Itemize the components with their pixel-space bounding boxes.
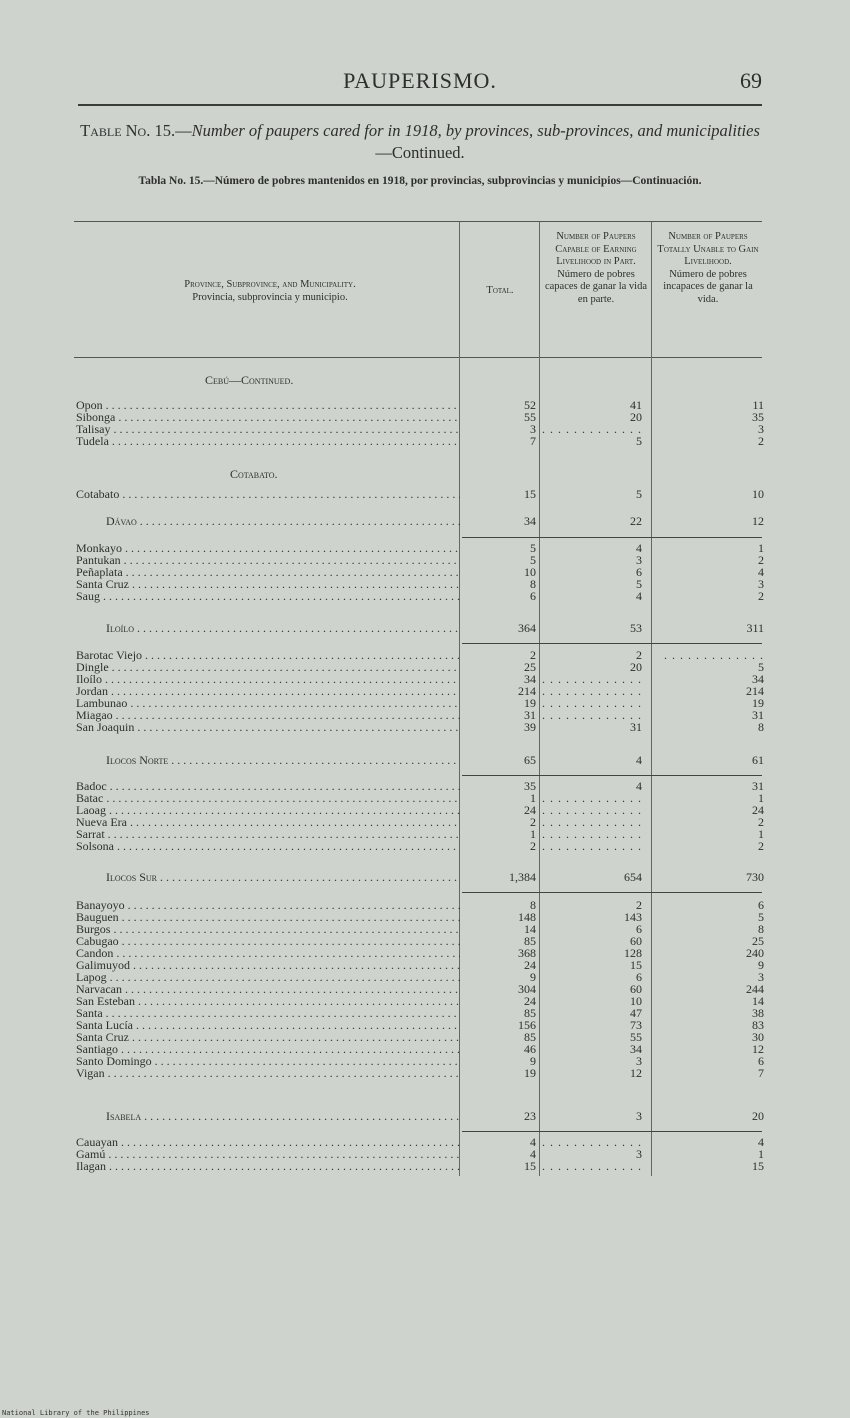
title-italic: Number of paupers cared for in 1918, by provinces, sub-provinces, and municipalities — [191, 121, 760, 140]
col-header-part-es: Número de pobres capaces de ganar la vida en parte. — [544, 268, 648, 305]
row-name: Cauayan . . . — [76, 1136, 460, 1149]
cell-part: 4 — [636, 589, 642, 603]
cell-unable: 2 — [758, 553, 764, 567]
cell-unable: 61 — [752, 753, 764, 767]
cell-part: 31 — [630, 720, 642, 734]
cell-unable: 5 — [758, 910, 764, 924]
cell-unable: 4 — [758, 1135, 764, 1149]
row-name: Lambunao . . . — [76, 697, 460, 710]
cell-part: 3 — [636, 1109, 642, 1123]
footer-credit: National Library of the Philippines — [2, 1409, 150, 1417]
cell-unable: 8 — [758, 720, 764, 734]
cell-part: . . . . . . . . . . . . . — [542, 1135, 642, 1149]
row-name: Talisay . . . — [76, 423, 460, 436]
table-row — [0, 697, 850, 710]
cell-total: 8 — [530, 577, 536, 591]
row-name: Ilocos Sur . . . — [106, 871, 460, 884]
cell-total: 34 — [524, 672, 536, 686]
cell-part: 6 — [636, 970, 642, 984]
page-number: 69 — [740, 68, 762, 93]
cell-total: 8 — [530, 898, 536, 912]
row-name: Santa Cruz . . . — [76, 1031, 460, 1044]
cell-unable: 2 — [758, 839, 764, 853]
table-row — [0, 959, 850, 972]
row-name: San Esteban . . . — [76, 995, 460, 1008]
cell-total: 9 — [530, 970, 536, 984]
row-name: Jordan . . . — [76, 685, 460, 698]
cell-unable: 20 — [752, 1109, 764, 1123]
cell-unable: 3 — [758, 970, 764, 984]
col-header-unable-en: Number of Paupers Totally Unable to Gain Livelihood. — [657, 231, 759, 267]
cell-part: . . . . . . . . . . . . . — [542, 696, 642, 710]
col-header-total: Total. — [486, 285, 514, 296]
table-row — [0, 399, 850, 412]
cell-part: 22 — [630, 514, 642, 528]
cell-unable: 244 — [746, 982, 764, 996]
table-title-english — [78, 120, 762, 164]
cell-unable: 1 — [758, 827, 764, 841]
cell-part: 3 — [636, 553, 642, 567]
row-name: Santa Cruz . . . — [76, 578, 460, 591]
cell-part: 3 — [636, 1054, 642, 1068]
table-title-spanish: Tabla No. 15.—Número de pobres mantenidos en 1918, por provincias, subprovincias y municipios—Continuación. — [138, 175, 702, 187]
cell-part: 5 — [636, 487, 642, 501]
table-row — [0, 983, 850, 996]
table-row — [0, 1043, 850, 1056]
cell-total: 55 — [524, 410, 536, 424]
table-row — [0, 804, 850, 817]
cell-total: 52 — [524, 398, 536, 412]
row-name: Barotac Viejo . . . — [76, 649, 460, 662]
cell-total: 24 — [524, 803, 536, 817]
section-label-cebu: Cebú—Continued. — [205, 373, 294, 387]
cell-unable: 12 — [752, 514, 764, 528]
table-row — [0, 542, 850, 555]
cell-part: 20 — [630, 660, 642, 674]
cell-unable: 240 — [746, 946, 764, 960]
table-row — [0, 411, 850, 424]
table-row — [0, 590, 850, 603]
cell-total: 6 — [530, 589, 536, 603]
section-label-cotabato: Cotabato. — [230, 467, 278, 481]
cell-unable: 1 — [758, 541, 764, 555]
page-header — [78, 68, 762, 100]
cell-unable: 24 — [752, 803, 764, 817]
row-name: Candon . . . — [76, 947, 460, 960]
cell-total: 1 — [530, 827, 536, 841]
row-name: Sibonga . . . — [76, 411, 460, 424]
cell-part: 6 — [636, 922, 642, 936]
cell-part: 4 — [636, 779, 642, 793]
cell-total: 156 — [518, 1018, 536, 1032]
cell-unable: 311 — [746, 621, 764, 635]
cell-part: . . . . . . . . . . . . . — [542, 708, 642, 722]
cell-total: 4 — [530, 1147, 536, 1161]
table-row — [0, 971, 850, 984]
cell-part: 4 — [636, 753, 642, 767]
row-name: Narvacan . . . — [76, 983, 460, 996]
col-header-unable-es: Número de pobres incapaces de ganar la vida. — [663, 268, 753, 305]
cell-part: 73 — [630, 1018, 642, 1032]
cell-total: 3 — [530, 422, 536, 436]
table-row — [0, 1136, 850, 1149]
cell-total: 65 — [524, 753, 536, 767]
col-header-part-en: Number of Paupers Capable of Earning Livelihood in Part. — [555, 231, 637, 267]
col-header-unable — [654, 231, 762, 306]
cell-part: 47 — [630, 1006, 642, 1020]
table-row — [0, 1160, 850, 1173]
cell-unable: 730 — [746, 870, 764, 884]
table-row — [0, 911, 850, 924]
table-header-bottom-rule — [74, 357, 762, 358]
cell-part: . . . . . . . . . . . . . — [542, 684, 642, 698]
running-head: PAUPERISMO. — [343, 68, 497, 93]
cell-unable: 2 — [758, 589, 764, 603]
subtotal-rule — [462, 537, 762, 538]
cell-part: 654 — [624, 870, 642, 884]
table-row — [0, 488, 850, 501]
cell-total: 304 — [518, 982, 536, 996]
cell-part: 4 — [636, 541, 642, 555]
cell-total: 34 — [524, 514, 536, 528]
row-name: Batac . . . — [76, 792, 460, 805]
cell-unable: 1 — [758, 791, 764, 805]
cell-total: 214 — [518, 684, 536, 698]
cell-total: 2 — [530, 815, 536, 829]
cell-unable: 25 — [752, 934, 764, 948]
province-total-row — [0, 515, 850, 528]
cell-part: 2 — [636, 648, 642, 662]
table-row — [0, 423, 850, 436]
table-row — [0, 709, 850, 722]
table-row — [0, 1055, 850, 1068]
col-header-part — [542, 231, 650, 306]
cell-part: . . . . . . . . . . . . . — [542, 815, 642, 829]
table-row — [0, 1007, 850, 1020]
table-row — [0, 1019, 850, 1032]
cell-unable: 1 — [758, 1147, 764, 1161]
table-row — [0, 721, 850, 734]
row-name: Santa . . . — [76, 1007, 460, 1020]
cell-total: 25 — [524, 660, 536, 674]
cell-total: 46 — [524, 1042, 536, 1056]
row-name: Iloílo . . . — [106, 622, 460, 635]
cell-part: 12 — [630, 1066, 642, 1080]
cell-unable: 15 — [752, 1159, 764, 1173]
cell-unable: 19 — [752, 696, 764, 710]
cell-total: 1 — [530, 791, 536, 805]
cell-part: . . . . . . . . . . . . . — [542, 839, 642, 853]
table-row — [0, 935, 850, 948]
cell-total: 10 — [524, 565, 536, 579]
cell-total: 7 — [530, 434, 536, 448]
subtotal-rule — [462, 775, 762, 776]
row-name: Iloílo . . . — [76, 673, 460, 686]
cell-total: 24 — [524, 958, 536, 972]
cell-total: 85 — [524, 1030, 536, 1044]
table-row — [0, 1148, 850, 1161]
subtotal-rule — [462, 892, 762, 893]
cell-part: 20 — [630, 410, 642, 424]
table-row — [0, 566, 850, 579]
row-name: Dingle . . . — [76, 661, 460, 674]
cell-part: . . . . . . . . . . . . . — [542, 827, 642, 841]
cell-part: 15 — [630, 958, 642, 972]
table-row — [0, 792, 850, 805]
cell-unable: 34 — [752, 672, 764, 686]
cell-total: 15 — [524, 487, 536, 501]
cell-unable: 83 — [752, 1018, 764, 1032]
cell-part: 60 — [630, 934, 642, 948]
cell-part: . . . . . . . . . . . . . — [542, 422, 642, 436]
row-name: Saug . . . — [76, 590, 460, 603]
cell-part: 53 — [630, 621, 642, 635]
cell-unable: 38 — [752, 1006, 764, 1020]
row-name: Tudela . . . — [76, 435, 460, 448]
cell-part: 5 — [636, 434, 642, 448]
cell-total: 4 — [530, 1135, 536, 1149]
cell-unable: 35 — [752, 410, 764, 424]
header-rule — [78, 104, 762, 106]
cell-total: 1,384 — [509, 870, 536, 884]
cell-total: 39 — [524, 720, 536, 734]
title-prefix: Table No. 15.— — [80, 121, 192, 140]
cell-part: 2 — [636, 898, 642, 912]
table-row — [0, 578, 850, 591]
cell-unable: 14 — [752, 994, 764, 1008]
table-top-rule — [74, 221, 762, 222]
row-name: Cabugao . . . — [76, 935, 460, 948]
cell-total: 31 — [524, 708, 536, 722]
row-name: Dávao . . . — [106, 515, 460, 528]
row-name: Solsona . . . — [76, 840, 460, 853]
cell-unable: 3 — [758, 422, 764, 436]
cell-total: 19 — [524, 1066, 536, 1080]
row-name: Peñaplata . . . — [76, 566, 460, 579]
cell-part: 55 — [630, 1030, 642, 1044]
cell-unable: 7 — [758, 1066, 764, 1080]
row-name: San Joaquin . . . — [76, 721, 460, 734]
row-name: Santo Domingo . . . — [76, 1055, 460, 1068]
cell-total: 23 — [524, 1109, 536, 1123]
col-header-province-es: Provincia, subprovincia y municipio. — [192, 291, 348, 303]
cell-part: 6 — [636, 565, 642, 579]
cell-part: . . . . . . . . . . . . . — [542, 791, 642, 805]
cell-total: 15 — [524, 1159, 536, 1173]
row-name: Gamú . . . — [76, 1148, 460, 1161]
cell-part: . . . . . . . . . . . . . — [542, 672, 642, 686]
cell-unable: 12 — [752, 1042, 764, 1056]
cell-unable: . . . . . . . . . . . . . — [664, 648, 764, 662]
row-name: Burgos . . . — [76, 923, 460, 936]
cell-total: 368 — [518, 946, 536, 960]
cell-unable: 4 — [758, 565, 764, 579]
row-name: Vigan . . . — [76, 1067, 460, 1080]
cell-unable: 8 — [758, 922, 764, 936]
cell-unable: 31 — [752, 708, 764, 722]
cell-total: 19 — [524, 696, 536, 710]
cell-part: 60 — [630, 982, 642, 996]
cell-total: 2 — [530, 839, 536, 853]
province-total-row — [0, 754, 850, 767]
cell-unable: 11 — [752, 398, 764, 412]
table-row — [0, 554, 850, 567]
table-row — [0, 673, 850, 686]
cell-unable: 9 — [758, 958, 764, 972]
table-row — [0, 649, 850, 662]
cell-unable: 31 — [752, 779, 764, 793]
table-row — [0, 1067, 850, 1080]
row-name: Pantukan . . . — [76, 554, 460, 567]
cell-part: 5 — [636, 577, 642, 591]
cell-total: 85 — [524, 934, 536, 948]
table-row — [0, 899, 850, 912]
cell-part: 10 — [630, 994, 642, 1008]
row-name: Monkayo . . . — [76, 542, 460, 555]
row-name: Santiago . . . — [76, 1043, 460, 1056]
cell-total: 5 — [530, 553, 536, 567]
subtotal-rule — [462, 1131, 762, 1132]
table-row — [0, 685, 850, 698]
cell-part: 3 — [636, 1147, 642, 1161]
cell-part: 41 — [630, 398, 642, 412]
row-name: Ilocos Norte . . . — [106, 754, 460, 767]
table-row — [0, 828, 850, 841]
cell-part: . . . . . . . . . . . . . — [542, 803, 642, 817]
col-header-province — [110, 279, 430, 304]
cell-unable: 10 — [752, 487, 764, 501]
cell-total: 5 — [530, 541, 536, 555]
row-name: Ilagan . . . — [76, 1160, 460, 1173]
cell-total: 85 — [524, 1006, 536, 1020]
row-name: Galimuyod . . . — [76, 959, 460, 972]
row-name: Cotabato . . . — [76, 488, 460, 501]
cell-part: . . . . . . . . . . . . . — [542, 1159, 642, 1173]
row-name: Opon . . . — [76, 399, 460, 412]
cell-unable: 3 — [758, 577, 764, 591]
table-row — [0, 816, 850, 829]
table-row — [0, 1031, 850, 1044]
row-name: Bauguen . . . — [76, 911, 460, 924]
cell-total: 35 — [524, 779, 536, 793]
table-row — [0, 661, 850, 674]
cell-unable: 2 — [758, 815, 764, 829]
cell-total: 14 — [524, 922, 536, 936]
cell-unable: 2 — [758, 434, 764, 448]
row-name: Isabela . . . — [106, 1110, 460, 1123]
cell-total: 364 — [518, 621, 536, 635]
table-row — [0, 780, 850, 793]
title-suffix: —Continued. — [375, 143, 465, 162]
cell-part: 143 — [624, 910, 642, 924]
province-total-row — [0, 1110, 850, 1123]
table-row — [0, 923, 850, 936]
cell-unable: 6 — [758, 1054, 764, 1068]
province-total-row — [0, 622, 850, 635]
row-name: Miagao . . . — [76, 709, 460, 722]
row-name: Laoag . . . — [76, 804, 460, 817]
cell-total: 2 — [530, 648, 536, 662]
province-total-row — [0, 871, 850, 884]
cell-unable: 6 — [758, 898, 764, 912]
table-row — [0, 435, 850, 448]
table-row — [0, 995, 850, 1008]
row-name: Lapog . . . — [76, 971, 460, 984]
table-row — [0, 947, 850, 960]
col-header-province-en: Province, Subprovince, and Municipality. — [184, 279, 356, 290]
cell-total: 148 — [518, 910, 536, 924]
row-name: Santa Lucía . . . — [76, 1019, 460, 1032]
subtotal-rule — [462, 643, 762, 644]
cell-unable: 30 — [752, 1030, 764, 1044]
cell-part: 128 — [624, 946, 642, 960]
cell-total: 24 — [524, 994, 536, 1008]
row-name: Sarrat . . . — [76, 828, 460, 841]
row-name: Banayoyo . . . — [76, 899, 460, 912]
row-name: Nueva Era . . . — [76, 816, 460, 829]
cell-unable: 5 — [758, 660, 764, 674]
row-name: Badoc . . . — [76, 780, 460, 793]
table-row — [0, 840, 850, 853]
cell-unable: 214 — [746, 684, 764, 698]
cell-part: 34 — [630, 1042, 642, 1056]
cell-total: 9 — [530, 1054, 536, 1068]
